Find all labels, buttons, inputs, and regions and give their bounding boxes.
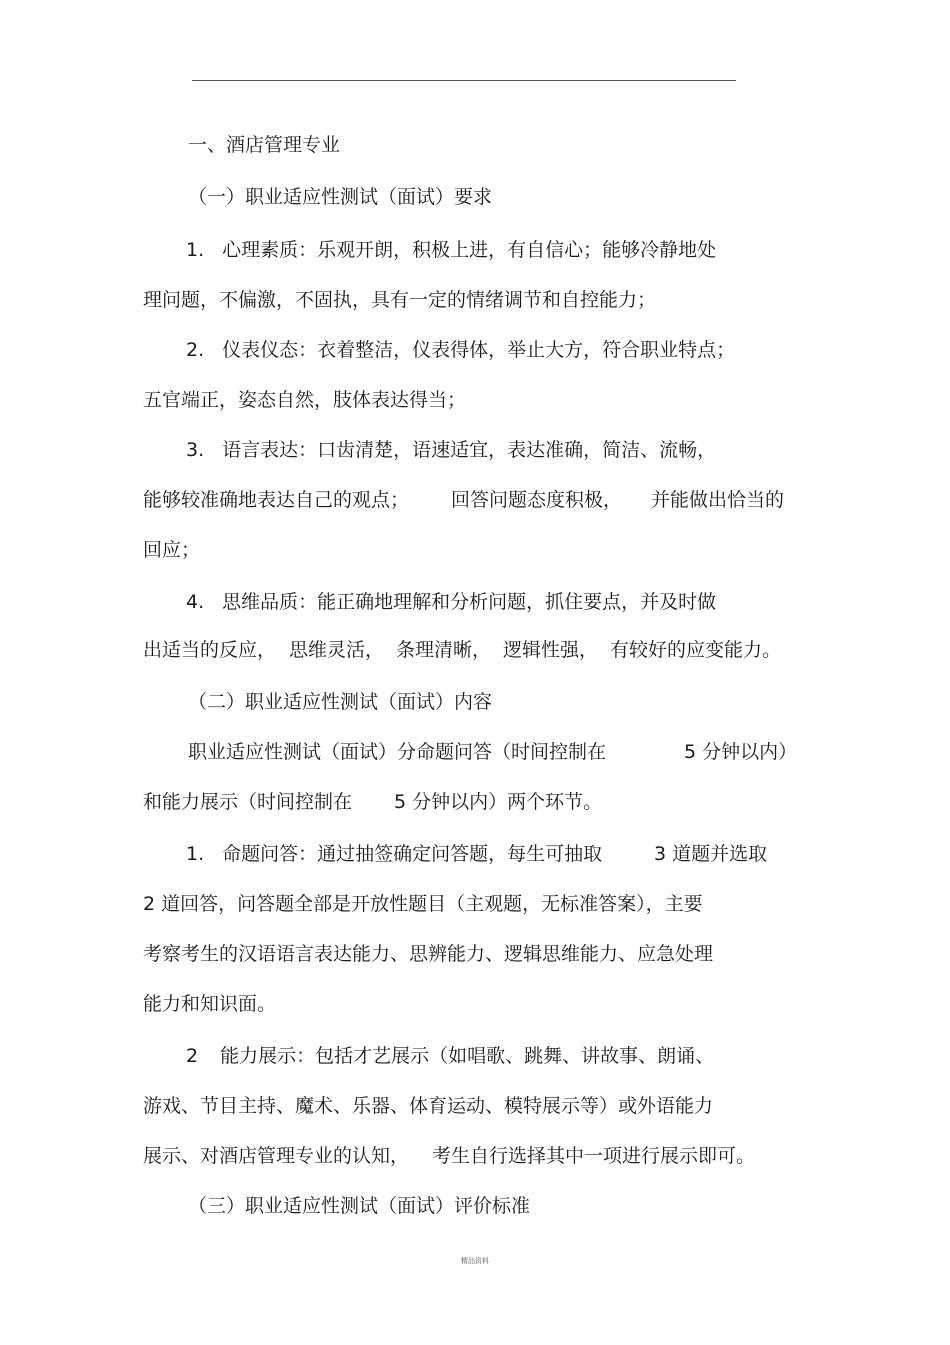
req-3-number: 3.	[186, 439, 205, 461]
content-intro-line-2b: 5 分钟以内）两个环节。	[394, 791, 603, 813]
req-4-line-2d: 逻辑性强，	[503, 639, 599, 661]
subheading-evaluation: （三）职业适应性测试（面试）评价标准	[188, 1195, 531, 1217]
item-1-line-1	[186, 842, 602, 866]
req-2-line-2: 五官端正，姿态自然，肢体表达得当；	[143, 389, 467, 411]
item-2-line-3b: 考生自行选择其中一项进行展示即可。	[432, 1145, 756, 1167]
req-4-line-2b: 思维灵活，	[289, 639, 385, 661]
req-1-number: 1.	[186, 239, 205, 261]
req-4-number: 4.	[186, 591, 205, 613]
item-2-line-1	[186, 1044, 714, 1068]
req-1-line-2: 理问题，不偏激，不固执，具有一定的情绪调节和自控能力；	[143, 289, 657, 311]
req-2-line-1	[186, 338, 735, 362]
req-3-line-2a: 能够较准确地表达自己的观点；	[143, 489, 410, 511]
header-rule	[192, 80, 736, 81]
content-intro-line-1b: 5 分钟以内）	[684, 741, 798, 763]
item-2-number: 2	[186, 1045, 199, 1067]
req-2-text: 仪表仪态：衣着整洁，仪表得体，举止大方，符合职业特点；	[222, 339, 736, 361]
req-4-line-2a: 出适当的反应，	[143, 639, 277, 661]
req-3-line-2b: 回答问题态度积极，	[451, 489, 623, 511]
item-1-number: 1.	[186, 843, 205, 865]
subheading-content: （二）职业适应性测试（面试）内容	[188, 691, 493, 713]
item-1-line-2: 2 道回答，问答题全部是开放性题目（主观题，无标准答案），主要	[143, 893, 703, 915]
content-intro-line-2a: 和能力展示（时间控制在	[143, 791, 353, 813]
subheading-requirements: （一）职业适应性测试（面试）要求	[188, 186, 493, 208]
req-4-line-2e: 有较好的应变能力。	[610, 639, 782, 661]
item-1-text: 命题问答：通过抽签确定问答题，每生可抽取	[222, 843, 603, 865]
req-4-line-2c: 条理清晰，	[396, 639, 492, 661]
item-1-line-3: 考察考生的汉语语言表达能力、思辨能力、逻辑思维能力、应急处理	[143, 943, 714, 965]
item-2-line-3a: 展示、对酒店管理专业的认知，	[143, 1145, 410, 1167]
item-1-line-4: 能力和知识面。	[143, 993, 277, 1015]
section-heading: 一、酒店管理专业	[188, 134, 341, 156]
item-2-text: 能力展示：包括才艺展示（如唱歌、跳舞、讲故事、朗诵、	[220, 1045, 715, 1067]
item-1-line-1b: 3 道题并选取	[654, 843, 768, 865]
req-3-line-1	[186, 438, 716, 462]
req-1-text: 心理素质：乐观开朗，积极上进，有自信心；能够冷静地处	[222, 239, 717, 261]
req-1-line-1	[186, 238, 716, 262]
req-3-line-2c: 并能做出恰当的	[651, 489, 785, 511]
req-2-number: 2.	[186, 339, 205, 361]
page-footer: 精品资料	[461, 1257, 489, 1265]
content-intro-line-1a: 职业适应性测试（面试）分命题问答（时间控制在	[188, 741, 607, 763]
req-3-line-3: 回应；	[143, 539, 201, 561]
req-4-line-1	[186, 590, 716, 614]
req-4-text: 思维品质：能正确地理解和分析问题，抓住要点，并及时做	[222, 591, 717, 613]
item-2-line-2: 游戏、节目主持、魔术、乐器、体育运动、模特展示等）或外语能力	[143, 1095, 714, 1117]
req-3-text: 语言表达：口齿清楚，语速适宜，表达准确，简洁、流畅，	[222, 439, 717, 461]
